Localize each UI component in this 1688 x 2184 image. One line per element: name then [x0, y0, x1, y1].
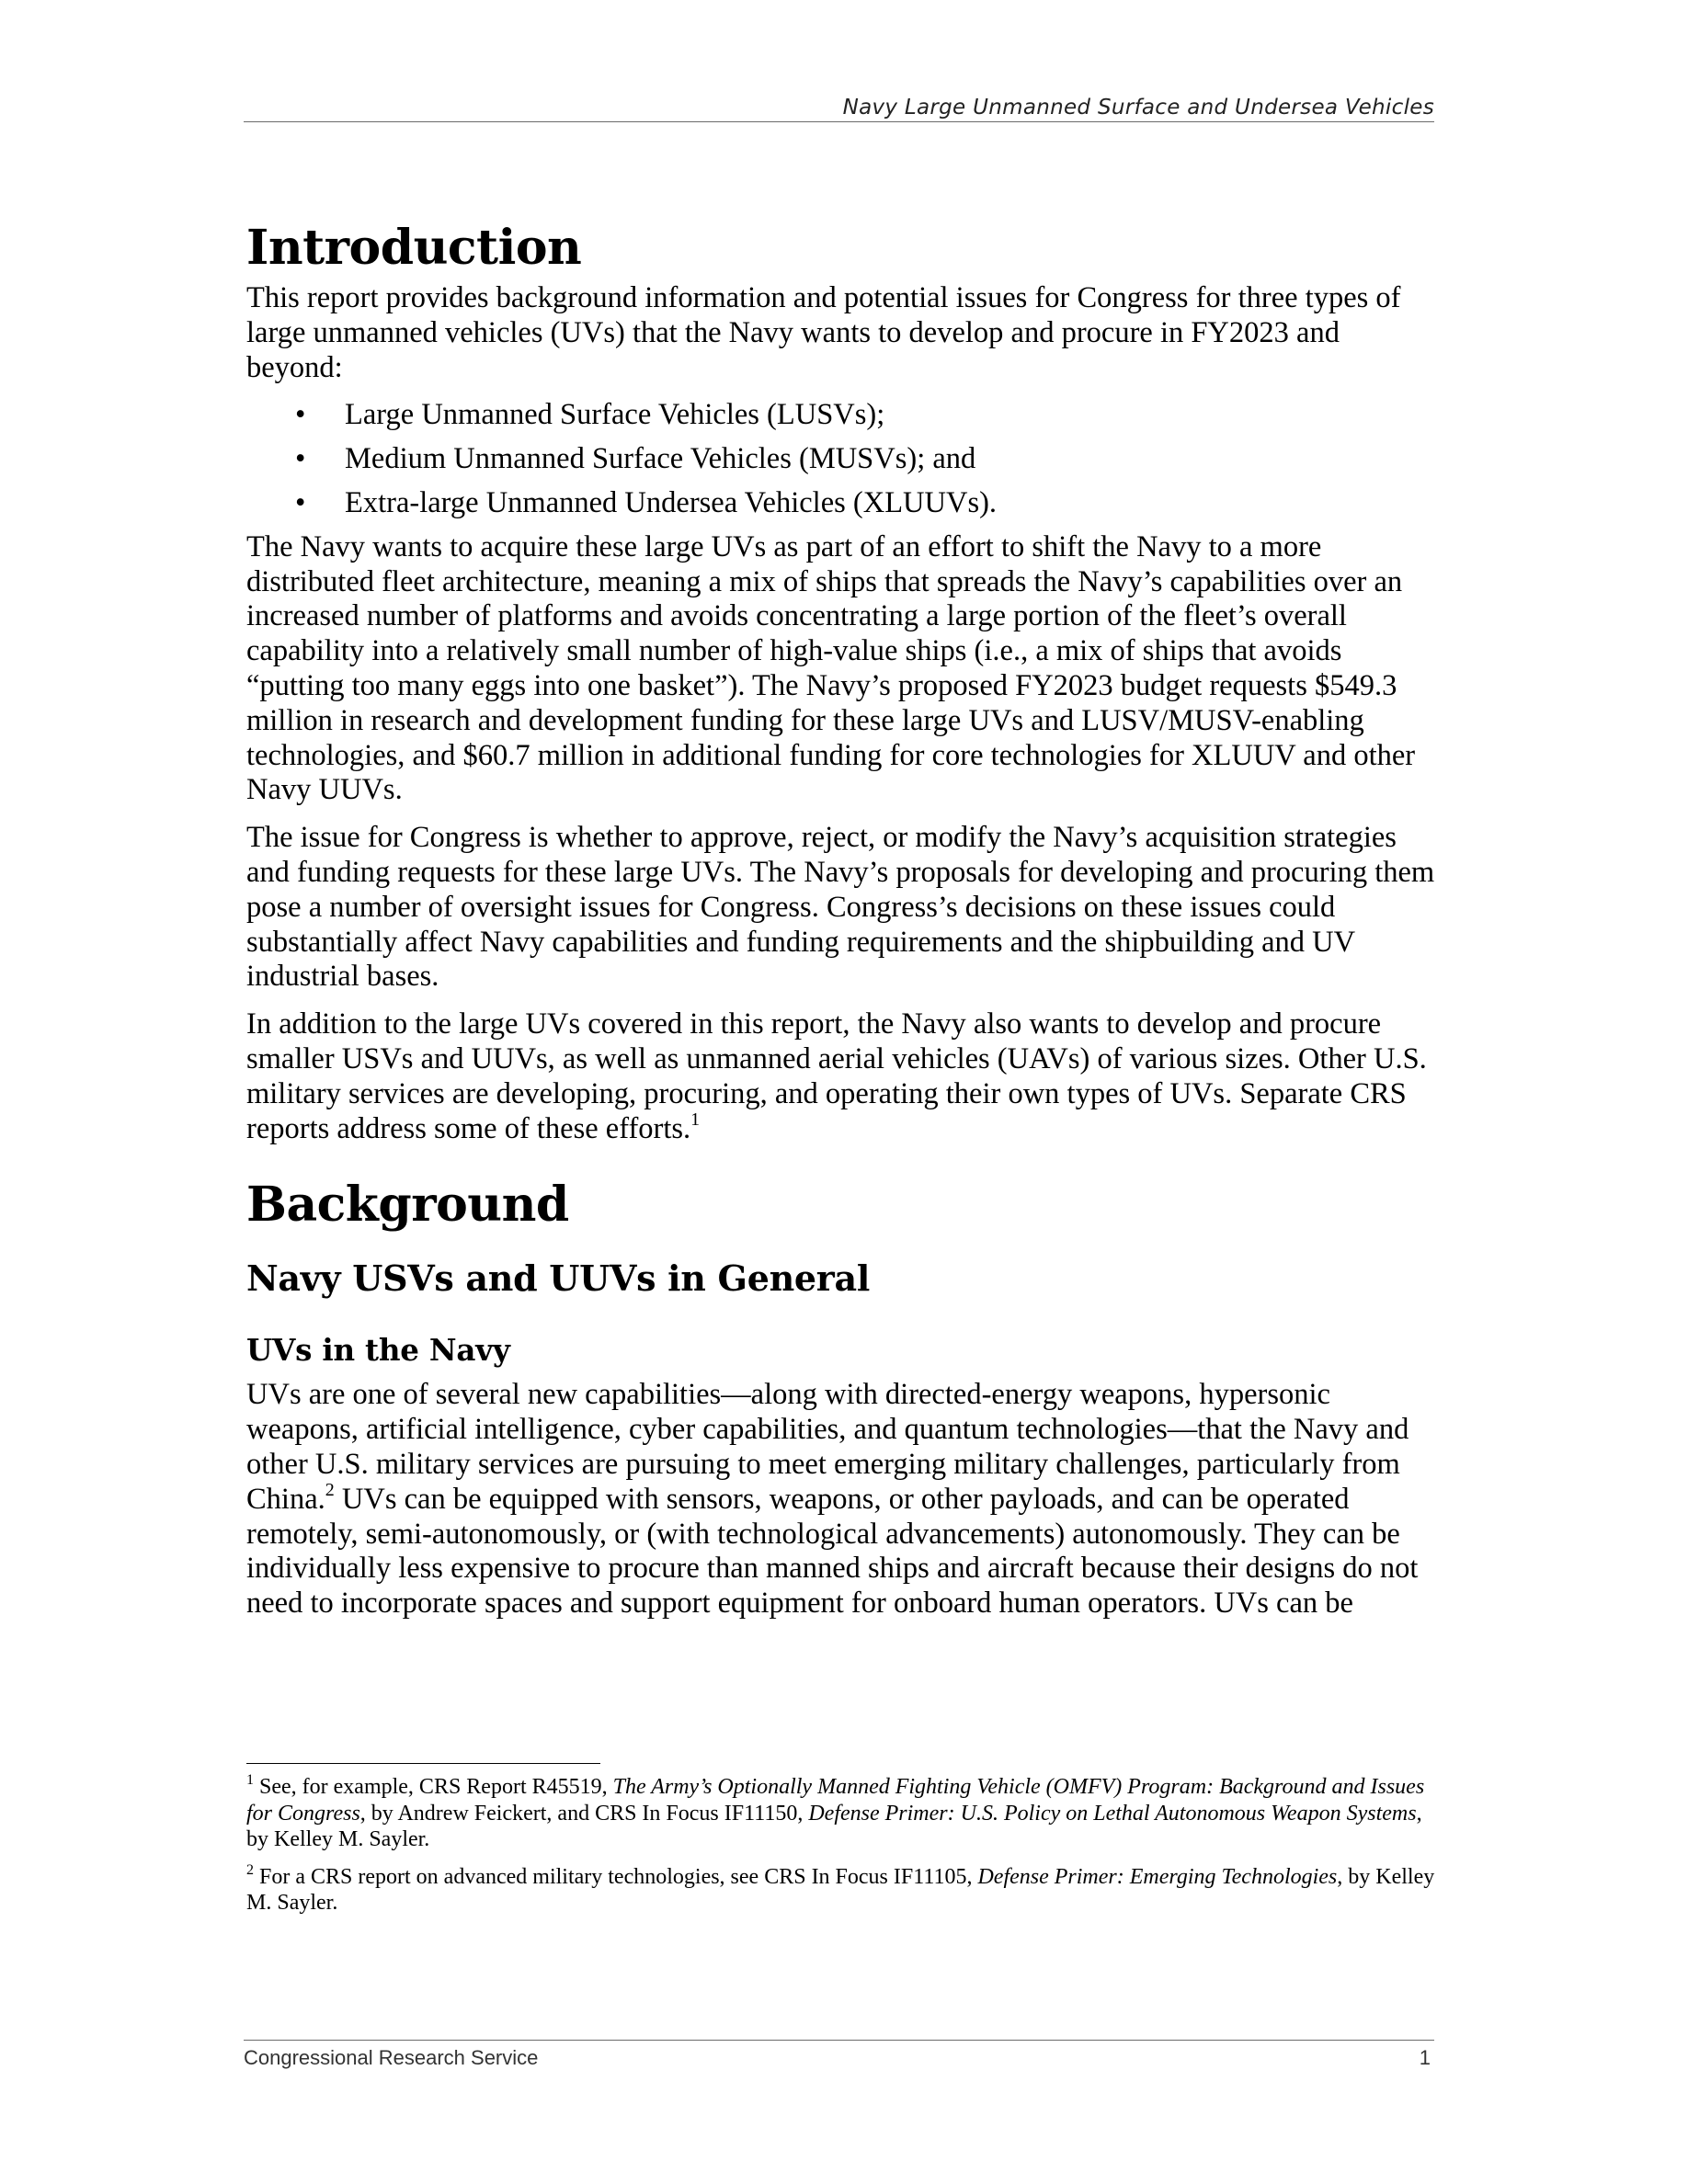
paragraph-text: UVs can be equipped with sensors, weapons, or other payloads, and can be operated remotely, semi-autonomously, or (with technological advancements) autonomously. They can be individually less expensive to procure than manned ships and aircraft because their designs do not need to incorporate spaces and support equipment for onboard human operators. UVs can be	[246, 1482, 1419, 1621]
bullet-list	[246, 398, 1436, 520]
bullet-text: Large Unmanned Surface Vehicles (LUSVs);	[345, 398, 885, 432]
footnote-text: See, for example, CRS Report R45519,	[254, 1775, 613, 1799]
footnote-ref[interactable]: 2	[325, 1479, 335, 1500]
footer-source: Congressional Research Service	[244, 2046, 539, 2069]
bullet-item	[246, 398, 1436, 433]
paragraph: The issue for Congress is whether to approve, reject, or modify the Navy’s acquisition strategies and funding requests for these large UVs. The Navy’s proposals for developing and procuring them pose a number of oversight issues for Congress. Congress’s decisions on these issues could substantially affect Navy capabilities and funding requirements and the shipbuilding and UV industrial bases.	[246, 821, 1435, 994]
main-content	[246, 221, 1436, 1634]
footnote-text: , by Kelley M. Sayler.	[246, 1801, 1422, 1851]
page-number: 1	[1419, 2046, 1431, 2069]
bullet-item	[246, 442, 1436, 477]
footnote-number: 2	[246, 1861, 254, 1878]
footnote-text: , by Kelley M. Sayler.	[246, 1864, 1435, 1915]
running-footer	[244, 2040, 1434, 2070]
bullet-text: Medium Unmanned Surface Vehicles (MUSVs); and	[345, 442, 976, 476]
section-heading-background: Background	[246, 1177, 569, 1234]
footnote-separator	[246, 1763, 600, 1764]
footnote	[246, 1861, 1436, 1917]
footnote-text: , by Andrew Feickert, and CRS In Focus IF11150,	[359, 1801, 809, 1826]
bullet-text: Extra-large Unmanned Undersea Vehicles (XLUUVs).	[345, 485, 998, 519]
footnote-number: 1	[246, 1772, 254, 1788]
paragraph	[246, 1007, 1436, 1146]
footnote-title: Defense Primer: Emerging Technologies	[977, 1864, 1338, 1889]
subsection-heading: Navy USVs and UUVs in General	[246, 1257, 870, 1300]
footnote-title: Defense Primer: U.S. Policy on Lethal Autonomous Weapon Systems	[808, 1801, 1417, 1826]
bullet-icon: •	[295, 442, 306, 476]
paragraph: This report provides background information and potential issues for Congress for three types of large unmanned vehicles (UVs) that the Navy wants to develop and procure in FY2023 and beyond:	[246, 281, 1401, 384]
bullet-item	[246, 486, 1436, 521]
bullet-icon: •	[295, 485, 306, 519]
bullet-icon: •	[295, 398, 306, 432]
paragraph: The Navy wants to acquire these large UVs as part of an effort to shift the Navy to a more distributed fleet architecture, meaning a mix of ships that spreads the Navy’s capabilities over an increased number of platforms and avoids concentrating a large portion of the fleet’s overall capability into a relatively small number of high-value ships (i.e., a mix of ships that avoids “putting too many eggs into one basket”). The Navy’s proposed FY2023 budget requests $549.3 million in research and development funding for these large UVs and LUSV/MUSV-enabling technologies, and $60.7 million in additional funding for core technologies for XLUUV and other Navy UUVs.	[246, 529, 1416, 807]
footnote-text: For a CRS report on advanced military technologies, see CRS In Focus IF11105,	[254, 1864, 978, 1889]
paragraph-text: In addition to the large UVs covered in this report, the Navy also wants to develop and procure smaller USVs and UUVs, as well as unmanned aerial vehicles (UAVs) of various sizes. Other U.S. military services are developing, procuring, and operating their own types of UVs. Separate CRS reports address some of these efforts.	[246, 1007, 1427, 1145]
paragraph-text: UVs are one of several new capabilities—along with directed-energy weapons, hypersonic weapons, artificial intelligence, cyber capabilities, and quantum technologies—that the Navy and other U.S. military services are pursuing to meet emerging military challenges, particularly from China.	[246, 1378, 1409, 1516]
subsubsection-heading: UVs in the Navy	[246, 1332, 510, 1369]
footnotes	[246, 1774, 1436, 1928]
footnote-title: The Army’s Optionally Manned Fighting Vehicle (OMFV) Program: Background and Issues for Congress	[246, 1775, 1425, 1826]
paragraph	[246, 1378, 1436, 1621]
footnote	[246, 1774, 1436, 1853]
running-header: Navy Large Unmanned Surface and Undersea Vehicles	[244, 96, 1434, 122]
section-heading-introduction: Introduction	[246, 220, 582, 276]
footnote-ref[interactable]: 1	[690, 1109, 701, 1130]
